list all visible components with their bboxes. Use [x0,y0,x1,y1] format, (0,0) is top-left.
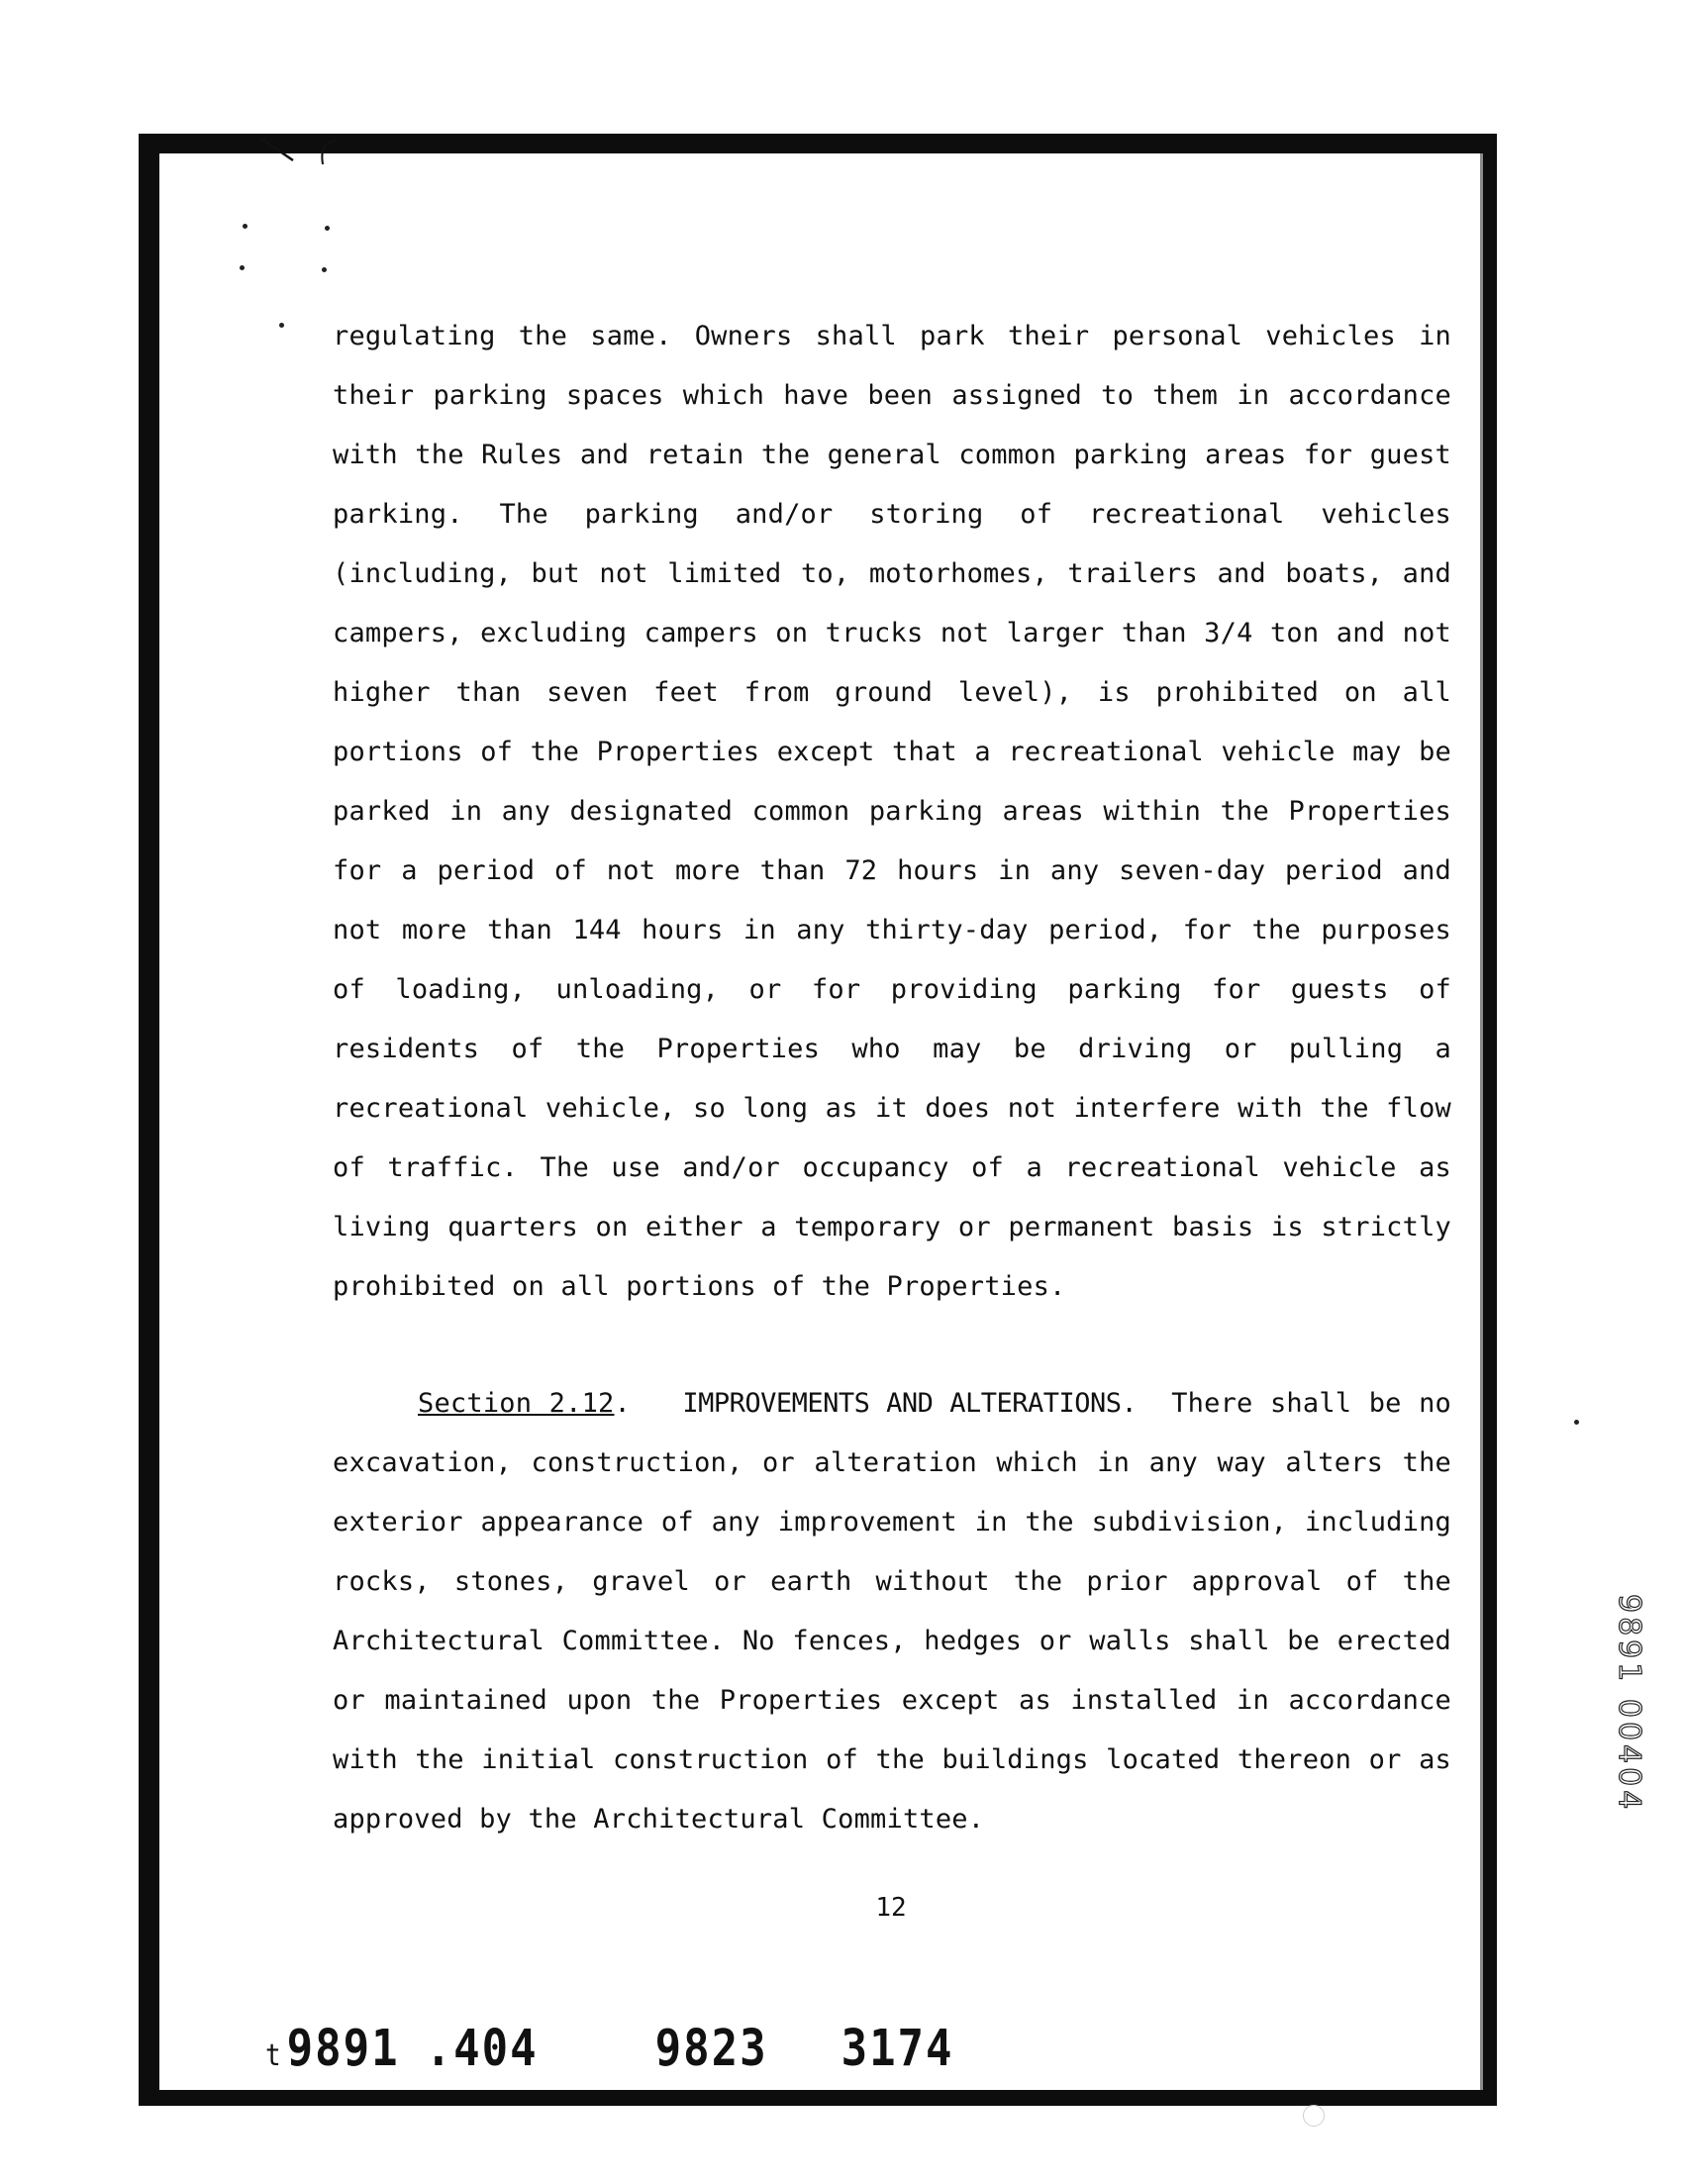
section-title: IMPROVEMENTS AND ALTERATIONS. [682,1388,1138,1419]
stamp-series: 9823 [654,2020,768,2078]
stamp-prefix: t [265,2038,283,2074]
document-body [333,307,1451,1849]
stamp-page: 404 [453,2020,539,2078]
section-improvements: Section 2.12. IMPROVEMENTS AND ALTERATIONS. There shall be no excavation, construction, or alteration which in any way alters the exterior appearance of any improvement in the subdivision, including rocks, stones, gravel or earth without the prior approval of the Architectural Committee. No fences, hedges or walls shall be erected or maintained upon the Properties except as installed in accordance with the initial construction of the buildings located thereon or as approved by the Architectural Committee. [333,1388,1451,1835]
paragraph-parking-rules: regulating the same. Owners shall park their personal vehicles in their parking spaces which have been assigned to them in accordance with the Rules and retain the general common parking areas for guest parking. The parking and/or storing of recreational vehicles (including, but not limited to, motorhomes, trailers and boats, and campers, excluding campers on trucks not larger than 3/4 ton and not higher than seven feet from ground level), is prohibited on all portions of the Properties except that a recreational vehicle may be parked in any designated common parking areas within the Properties for a period of not more than 72 hours in any seven-day period and not more than 144 hours in any thirty-day period, for the purposes of loading, unloading, or for providing parking for guests of residents of the Properties who may be driving or pulling a recreational vehicle, so long as it does not interfere with the flow of traffic. The use and/or occupancy of a recreational vehicle as living quarters on either a temporary or permanent basis is strictly prohibited on all portions of the Properties. [333,321,1451,1302]
scan-frame-edge [1480,153,1483,2090]
scan-speck [240,265,245,270]
scan-speck [279,323,284,328]
scan-corner-mark [259,137,339,168]
scan-speck [325,226,330,231]
scan-speck [243,224,248,229]
scan-speck [1574,1420,1579,1425]
side-record-stamp: 9891 00404 [1612,1594,1646,1814]
stamp-number: 3174 [841,2020,954,2078]
page-number: 12 [875,1893,907,1923]
bottom-record-stamp [265,2020,954,2078]
section-number: Section 2.12 [418,1388,615,1419]
stamp-book: 9891 [286,2020,400,2078]
scan-hole-mark [1303,2105,1325,2127]
stamp-separator: . [425,2020,454,2078]
section-body: There shall be no excavation, construction, or alteration which in any way alters the exterior appearance of any improvement in the subdivision, including rocks, stones, gravel or earth without the prior approval of the Architectural Committee. No fences, hedges or walls shall be erected or maintained upon the Properties except as installed in accordance with the initial construction of the buildings located thereon or as approved by the Architectural Committee. [333,1388,1451,1835]
scan-speck [322,267,327,272]
